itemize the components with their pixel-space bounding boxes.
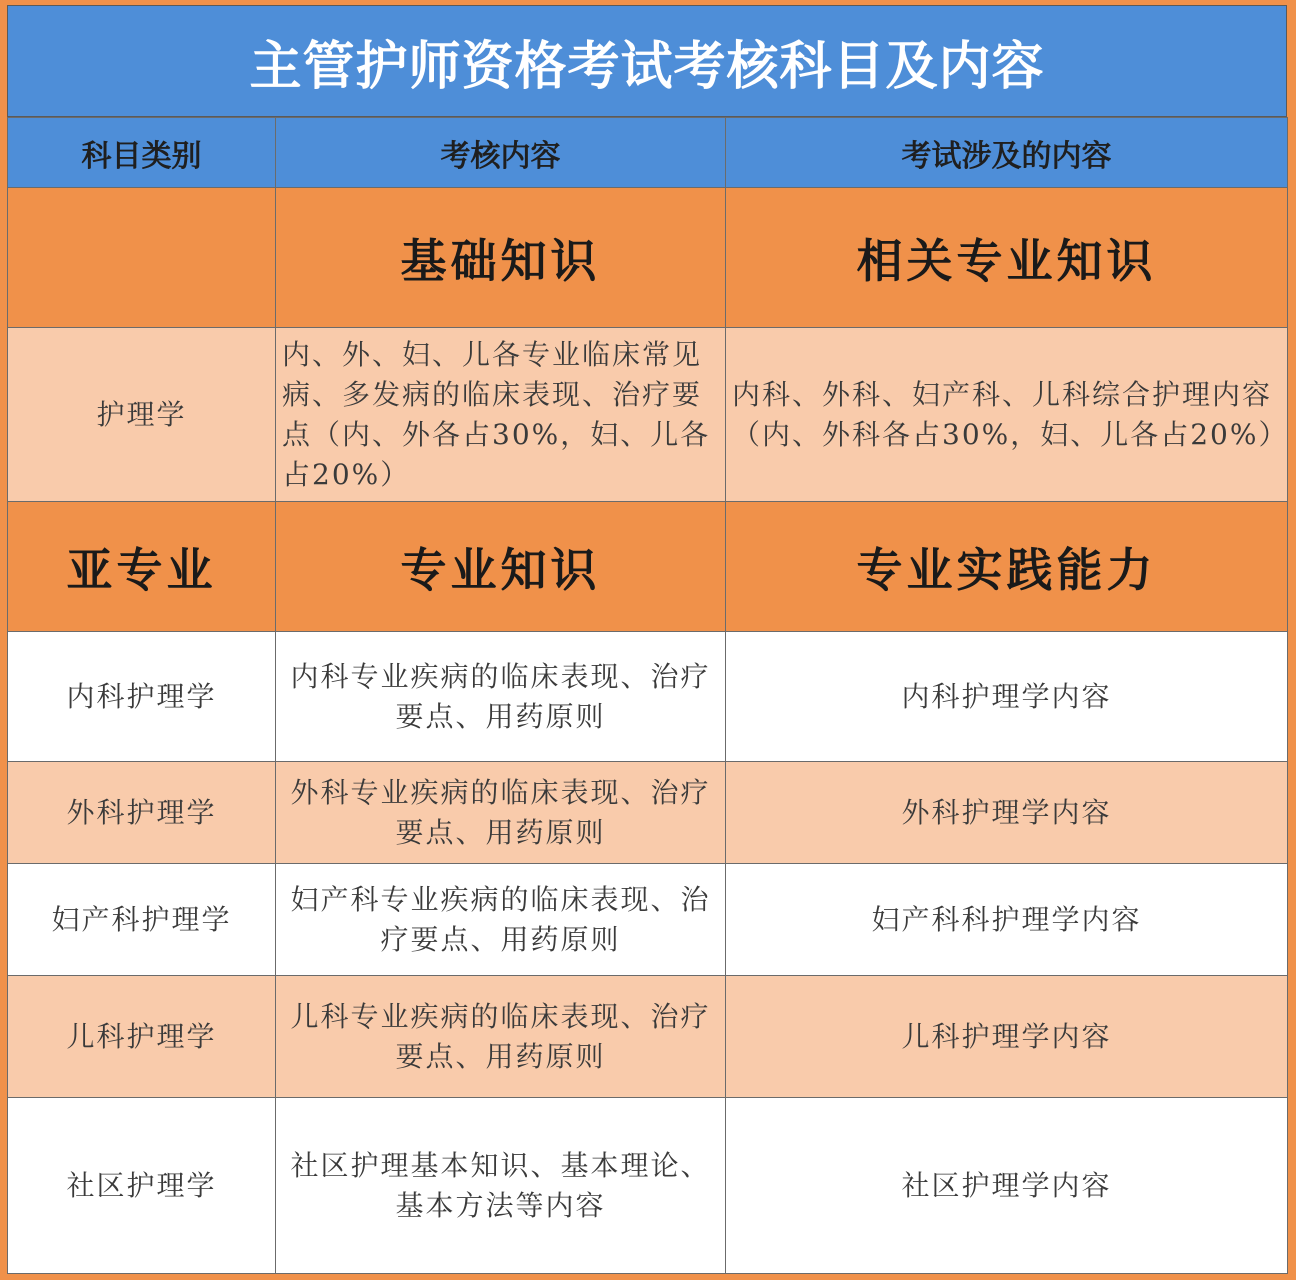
- table-row: [8, 976, 1288, 1098]
- row-subject: 社区护理学: [8, 1098, 276, 1274]
- row-content: 内、外、妇、儿各专业临床常见病、多发病的临床表现、治疗要点（内、外各占30%，妇、儿各占20%）: [276, 328, 726, 502]
- exam-table-card: [7, 5, 1287, 1273]
- row-content: 妇产科专业疾病的临床表现、治疗要点、用药原则: [276, 864, 726, 976]
- row-subject: 妇产科护理学: [8, 864, 276, 976]
- row-content: 外科专业疾病的临床表现、治疗要点、用药原则: [276, 762, 726, 864]
- table-row-nursing: [8, 328, 1288, 502]
- header-exam-content: 考核内容: [276, 118, 726, 188]
- row-scope: 儿科护理学内容: [726, 976, 1288, 1098]
- band-subspecialty: 亚专业: [8, 502, 276, 632]
- table-row: [8, 762, 1288, 864]
- band-basic-knowledge: 基础知识: [276, 188, 726, 328]
- band-row-specialty: [8, 502, 1288, 632]
- row-subject: 内科护理学: [8, 632, 276, 762]
- table-row: [8, 1098, 1288, 1274]
- band-practice-ability: 专业实践能力: [726, 502, 1288, 632]
- row-content: 儿科专业疾病的临床表现、治疗要点、用药原则: [276, 976, 726, 1098]
- table-title: 主管护师资格考试考核科目及内容: [7, 5, 1287, 117]
- exam-subjects-table: [7, 117, 1288, 1274]
- band-basic-col1: [8, 188, 276, 328]
- band-row-basic: [8, 188, 1288, 328]
- table-row: [8, 864, 1288, 976]
- table-row: [8, 632, 1288, 762]
- row-subject: 护理学: [8, 328, 276, 502]
- row-subject: 外科护理学: [8, 762, 276, 864]
- row-scope: 妇产科科护理学内容: [726, 864, 1288, 976]
- row-scope: 内科、外科、妇产科、儿科综合护理内容（内、外科各占30%，妇、儿各占20%）: [726, 328, 1288, 502]
- row-scope: 外科护理学内容: [726, 762, 1288, 864]
- header-row: [8, 118, 1288, 188]
- row-subject: 儿科护理学: [8, 976, 276, 1098]
- row-content: 社区护理基本知识、基本理论、基本方法等内容: [276, 1098, 726, 1274]
- row-content: 内科专业疾病的临床表现、治疗要点、用药原则: [276, 632, 726, 762]
- header-exam-scope: 考试涉及的内容: [726, 118, 1288, 188]
- band-related-knowledge: 相关专业知识: [726, 188, 1288, 328]
- row-scope: 社区护理学内容: [726, 1098, 1288, 1274]
- row-scope: 内科护理学内容: [726, 632, 1288, 762]
- band-professional-knowledge: 专业知识: [276, 502, 726, 632]
- header-subject-category: 科目类别: [8, 118, 276, 188]
